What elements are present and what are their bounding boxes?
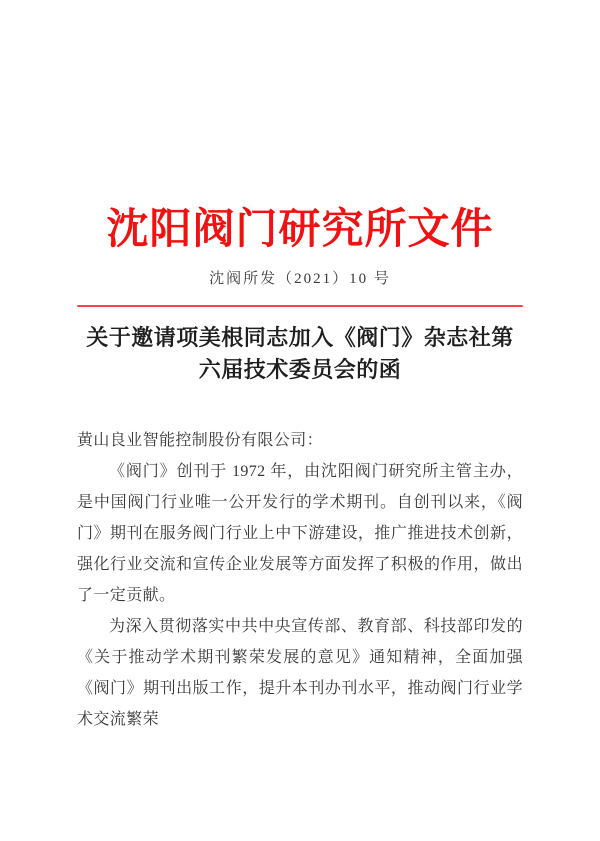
- document-title: 沈阳阀门研究所文件: [106, 207, 494, 253]
- document-page: [0, 208, 600, 841]
- document-body: [77, 425, 523, 735]
- body-paragraph: 《阀门》创刊于 1972 年，由沈阳阀门研究所主管主办，是中国阀门行业唯一公开发行的学术期刊。自创刊以来，《阀门》期刊在服务阀门行业上中下游建设，推广推进技术创新，强化行业交流和宣传企业发展等方面发挥了积极的作用，做出了一定贡献。: [77, 463, 523, 605]
- salutation-line: 黄山良业智能控制股份有限公司：: [77, 432, 324, 450]
- subject-title: 关于邀请项美根同志加入《阀门》杂志社第六届技术委员会的函: [86, 325, 514, 383]
- red-divider-rule: [77, 305, 523, 307]
- document-number: 沈阀所发（2021）10 号: [209, 271, 391, 288]
- body-paragraph: 为深入贯彻落实中共中央宣传部、教育部、科技部印发的《关于推动学术期刊繁荣发展的意见》通知精神，全面加强《阀门》期刊出版工作，提升本刊办刊水平，推动阀门行业学术交流繁荣: [77, 618, 523, 729]
